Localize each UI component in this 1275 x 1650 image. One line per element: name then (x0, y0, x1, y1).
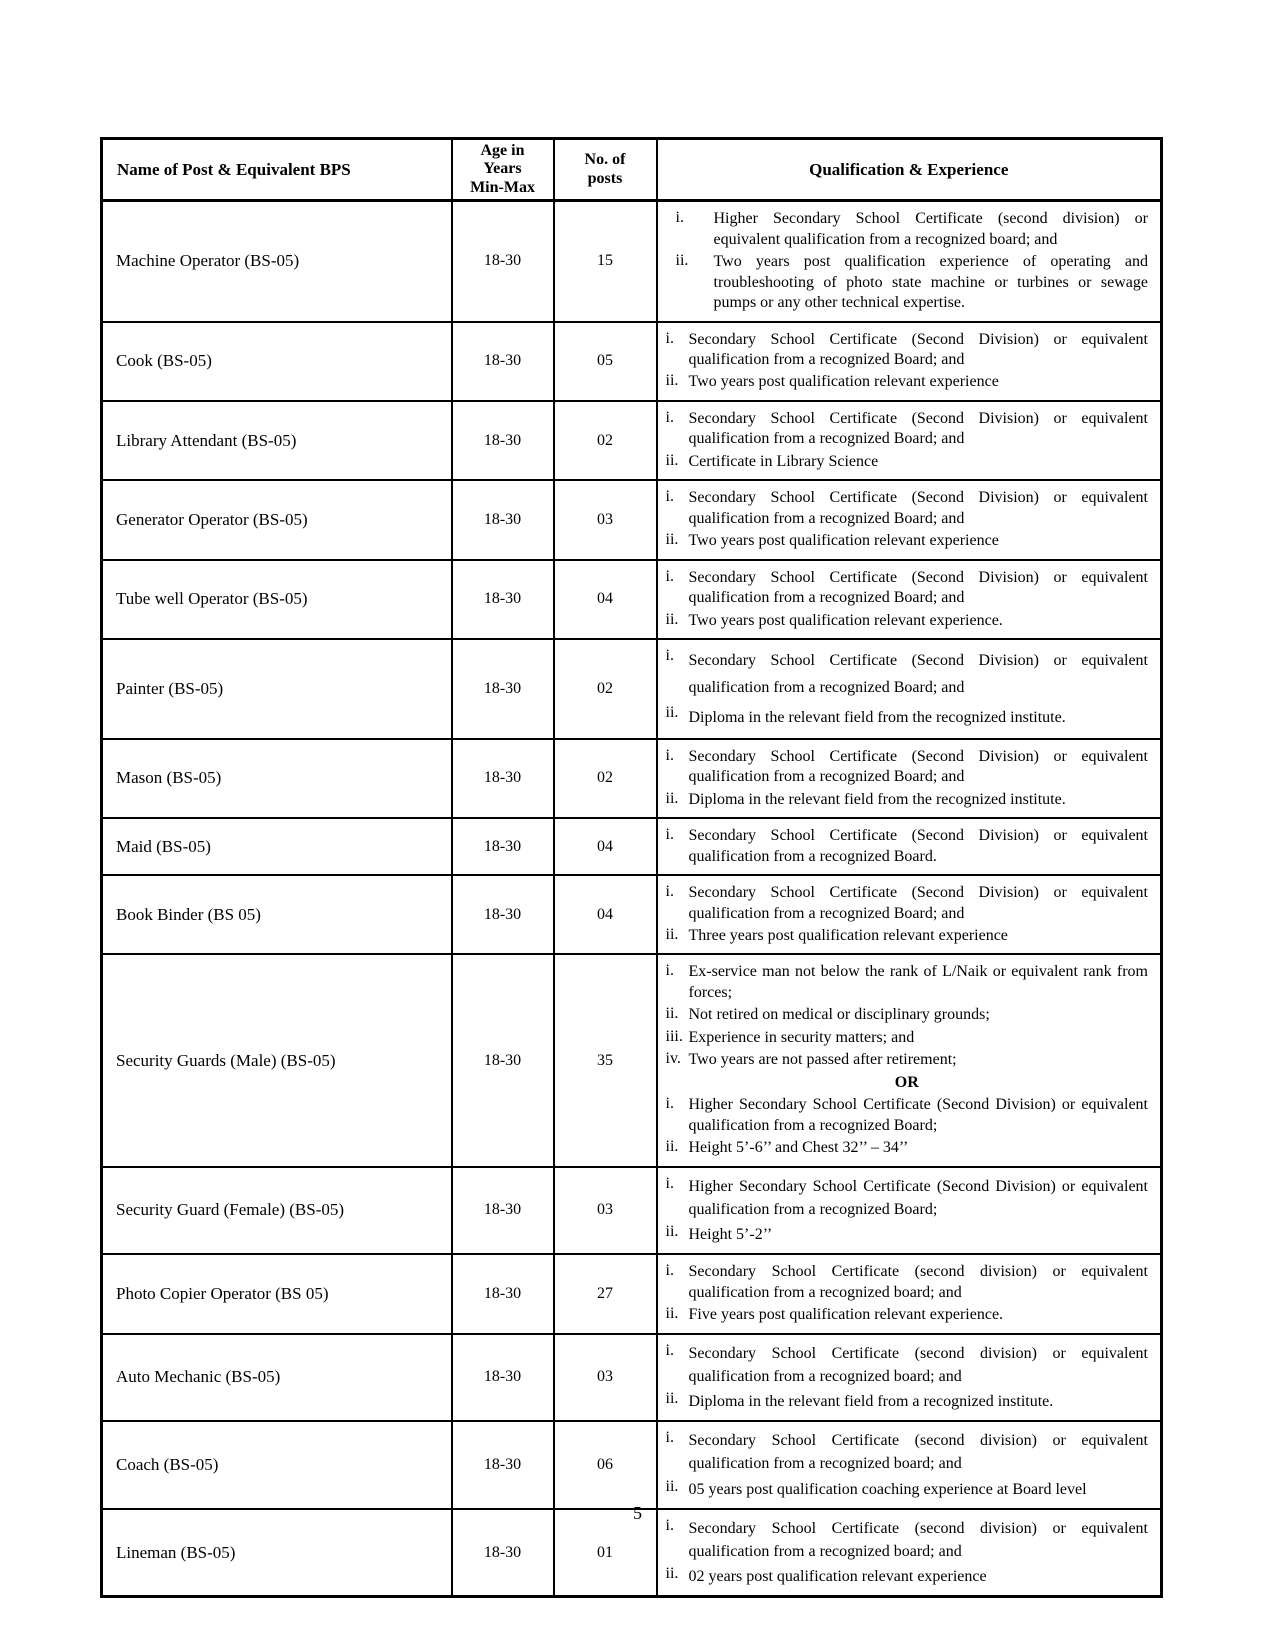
table-row (102, 639, 1162, 739)
qualification-cell (657, 480, 1162, 559)
qualification-item (666, 1342, 1149, 1388)
num-posts: 02 (554, 401, 657, 480)
qualification-item (666, 883, 1149, 924)
qualification-text: Two years are not passed after retirement; (688, 1051, 957, 1069)
qualification-text: Secondary School Certificate (Second Division) or equivalent qualification from a recognized Board; and (688, 652, 1148, 697)
qualification-cell (657, 739, 1162, 818)
qualification-cell (657, 201, 1162, 322)
qualification-cell (657, 1334, 1162, 1422)
qualification-text: Height 5’-2’’ (688, 1226, 773, 1244)
jobs-table (100, 137, 1163, 1598)
table-row (102, 954, 1162, 1166)
post-name: Coach (BS-05) (102, 1421, 452, 1509)
list-marker: i. (665, 408, 674, 426)
post-name: Lineman (BS-05) (102, 1509, 452, 1597)
post-name: Painter (BS-05) (102, 639, 452, 739)
qualification-text: Five years post qualification relevant experience. (688, 1306, 1004, 1324)
list-marker: ii. (665, 703, 679, 721)
list-marker: i. (665, 1341, 674, 1359)
num-posts: 05 (554, 322, 657, 401)
age-header-line: Age in (480, 142, 525, 159)
qualification-text: Secondary School Certificate (second division) or equivalent qualification from a recognized board; and (688, 1344, 1148, 1385)
qualification-item (666, 1305, 1149, 1325)
num-posts: 02 (554, 739, 657, 818)
qualification-text: Secondary School Certificate (Second Division) or equivalent qualification from a recognized Board; and (688, 568, 1148, 607)
qualification-item (666, 704, 1149, 731)
age-range: 18-30 (452, 1167, 554, 1255)
col-header-qualification: Qualification & Experience (657, 139, 1162, 201)
qualification-text: Certificate in Library Science (688, 452, 879, 470)
list-marker: i. (665, 962, 674, 980)
qualification-text: Not retired on medical or disciplinary grounds; (688, 1006, 990, 1024)
qualification-item (666, 568, 1149, 609)
list-marker: ii. (665, 925, 679, 943)
table-row (102, 1254, 1162, 1333)
qualification-text: 05 years post qualification coaching experience at Board level (688, 1480, 1087, 1498)
qualification-text: Two years post qualification relevant experience. (688, 611, 1003, 629)
list-marker: ii. (665, 1477, 679, 1495)
qualification-text: 02 years post qualification relevant experience (688, 1568, 987, 1586)
post-name: Security Guards (Male) (BS-05) (102, 954, 452, 1166)
qualification-item (666, 1028, 1149, 1048)
qualification-item (666, 1073, 1149, 1093)
age-range: 18-30 (452, 875, 554, 954)
qualification-text: Three years post qualification relevant experience (688, 926, 1008, 944)
table-row (102, 560, 1162, 639)
qualification-text: Secondary School Certificate (Second Division) or equivalent qualification from a recognized Board; and (688, 747, 1148, 786)
list-marker: ii. (675, 252, 689, 270)
list-marker: ii. (665, 789, 679, 807)
num-posts: 06 (554, 1421, 657, 1509)
list-marker: ii. (665, 1005, 679, 1023)
qualification-item (666, 531, 1149, 551)
qualification-text: Diploma in the relevant field from the recognized institute. (688, 708, 1066, 726)
list-marker: i. (665, 1174, 674, 1192)
qualification-item (666, 1262, 1149, 1303)
qualification-item (666, 1095, 1149, 1136)
qualification-item (666, 372, 1149, 392)
qualification-item (666, 1050, 1149, 1070)
age-header-lines (457, 142, 549, 197)
post-name: Security Guard (Female) (BS-05) (102, 1167, 452, 1255)
age-range: 18-30 (452, 1509, 554, 1597)
table-row (102, 401, 1162, 480)
post-name: Library Attendant (BS-05) (102, 401, 452, 480)
num-posts: 02 (554, 639, 657, 739)
list-marker: ii. (665, 1390, 679, 1408)
qualification-item (666, 409, 1149, 450)
age-range: 18-30 (452, 322, 554, 401)
qualification-text: Higher Secondary School Certificate (Second Division) or equivalent qualification from a recognized Board; (688, 1177, 1148, 1218)
list-marker: ii. (665, 372, 679, 390)
list-marker: i. (665, 1429, 674, 1447)
col-header-post: Name of Post & Equivalent BPS (102, 139, 452, 201)
list-marker: i. (665, 746, 674, 764)
list-marker: i. (675, 209, 684, 227)
page-number: 5 (633, 1503, 642, 1523)
qualification-cell (657, 560, 1162, 639)
qualification-cell (657, 639, 1162, 739)
qualification-cell (657, 954, 1162, 1166)
num-posts: 03 (554, 1334, 657, 1422)
qualification-item (666, 1138, 1149, 1158)
qualification-text: Secondary School Certificate (second division) or equivalent qualification from a recognized board; and (688, 1432, 1148, 1473)
qualification-text: Height 5’-6’’ and Chest 32’’ – 34’’ (688, 1139, 909, 1157)
list-marker: i. (665, 1262, 674, 1280)
qualification-text: Ex-service man not below the rank of L/Naik or equivalent rank from forces; (688, 963, 1148, 1001)
qualification-text: Two years post qualification relevant experience (688, 373, 999, 391)
age-range: 18-30 (452, 401, 554, 480)
qualification-item (666, 1005, 1149, 1025)
table-header-row (102, 139, 1162, 201)
table-row (102, 1334, 1162, 1422)
qualification-text: Diploma in the relevant field from the recognized institute. (688, 790, 1066, 808)
qualification-item (666, 1175, 1149, 1221)
num-posts: 04 (554, 875, 657, 954)
posts-header-lines (559, 151, 652, 188)
list-marker: ii. (665, 1138, 679, 1156)
qualification-item (666, 488, 1149, 529)
qualification-item (666, 330, 1149, 371)
list-marker: i. (665, 488, 674, 506)
age-range: 18-30 (452, 739, 554, 818)
table-row (102, 1421, 1162, 1509)
list-marker: i. (665, 1095, 674, 1113)
num-posts: 04 (554, 560, 657, 639)
post-name: Maid (BS-05) (102, 818, 452, 875)
qualification-cell (657, 1167, 1162, 1255)
table-row (102, 201, 1162, 322)
qualification-item (666, 647, 1149, 701)
age-range: 18-30 (452, 818, 554, 875)
table-row (102, 875, 1162, 954)
qualification-item (666, 209, 1149, 250)
qualification-text: Higher Secondary School Certificate (Second Division) or equivalent qualification from a recognized Board; (688, 1096, 1148, 1134)
num-posts: 01 (554, 1509, 657, 1597)
list-marker: iii. (665, 1027, 683, 1045)
col-header-posts (554, 139, 657, 201)
qualification-text: Secondary School Certificate (second division) or equivalent qualification from a recognized board; and (688, 1519, 1148, 1560)
post-name: Book Binder (BS 05) (102, 875, 452, 954)
list-marker: ii. (665, 531, 679, 549)
post-name: Tube well Operator (BS-05) (102, 560, 452, 639)
age-range: 18-30 (452, 1254, 554, 1333)
table-row (102, 739, 1162, 818)
qualification-item (666, 1390, 1149, 1413)
age-range: 18-30 (452, 639, 554, 739)
list-marker: iv. (665, 1050, 681, 1068)
list-marker: ii. (665, 1565, 679, 1583)
qualification-text: Two years post qualification experience of operating and troubleshooting of photo state machine or turbines or sewage pumps or any other technical expertise. (713, 253, 1148, 312)
post-name: Auto Mechanic (BS-05) (102, 1334, 452, 1422)
num-posts: 04 (554, 818, 657, 875)
list-marker: i. (665, 567, 674, 585)
qualification-cell (657, 322, 1162, 401)
qualification-cell (657, 1254, 1162, 1333)
list-marker: i. (665, 826, 674, 844)
qualification-item (666, 1429, 1149, 1475)
qualification-item (666, 1223, 1149, 1246)
table-row (102, 1167, 1162, 1255)
qualification-text: Secondary School Certificate (Second Division) or equivalent qualification from a recognized Board; and (688, 330, 1148, 368)
post-name: Mason (BS-05) (102, 739, 452, 818)
posts-header-line: posts (587, 169, 623, 187)
qualification-item (666, 1565, 1149, 1588)
qualification-cell (657, 875, 1162, 954)
qualification-text: Two years post qualification relevant experience (688, 532, 999, 550)
age-range: 18-30 (452, 480, 554, 559)
num-posts: 03 (554, 480, 657, 559)
qualification-item (666, 747, 1149, 788)
age-range: 18-30 (452, 560, 554, 639)
num-posts: 03 (554, 1167, 657, 1255)
post-name: Photo Copier Operator (BS 05) (102, 1254, 452, 1333)
num-posts: 15 (554, 201, 657, 322)
list-marker: i. (665, 647, 674, 665)
list-marker: i. (665, 1516, 674, 1534)
qualification-item (666, 1478, 1149, 1501)
num-posts: 35 (554, 954, 657, 1166)
col-header-age (452, 139, 554, 201)
qualification-text: Experience in security matters; and (688, 1028, 915, 1046)
qualification-item (666, 962, 1149, 1003)
qualification-cell (657, 1421, 1162, 1509)
list-marker: ii. (665, 1305, 679, 1323)
qualification-item (666, 252, 1149, 313)
age-header-line: Min-Max (470, 178, 535, 196)
qualification-text: Higher Secondary School Certificate (second division) or equivalent qualification from a recognized board; and (713, 210, 1148, 248)
post-name: Machine Operator (BS-05) (102, 201, 452, 322)
list-marker: ii. (665, 451, 679, 469)
age-range: 18-30 (452, 1334, 554, 1422)
posts-header-line: No. of (584, 151, 626, 169)
qualification-item (666, 611, 1149, 631)
qualification-text: Secondary School Certificate (Second Division) or equivalent qualification from a recognized Board. (688, 827, 1148, 865)
qualification-item (666, 452, 1149, 472)
post-name: Generator Operator (BS-05) (102, 480, 452, 559)
age-header-line: Years (483, 160, 522, 178)
list-marker: i. (665, 329, 674, 347)
age-range: 18-30 (452, 1421, 554, 1509)
qualification-text: OR (894, 1073, 919, 1091)
qualification-text: Secondary School Certificate (Second Division) or equivalent qualification from a recognized Board; and (688, 489, 1148, 527)
num-posts: 27 (554, 1254, 657, 1333)
qualification-cell (657, 818, 1162, 875)
qualification-text: Secondary School Certificate (Second Division) or equivalent qualification from a recognized Board; and (688, 409, 1148, 448)
table-row (102, 818, 1162, 875)
table-row (102, 480, 1162, 559)
qualification-item (666, 826, 1149, 867)
qualification-item (666, 790, 1149, 810)
age-range: 18-30 (452, 954, 554, 1166)
list-marker: ii. (665, 1223, 679, 1241)
table-row (102, 322, 1162, 401)
qualification-item (666, 926, 1149, 946)
qualification-cell (657, 401, 1162, 480)
qualification-text: Secondary School Certificate (second division) or equivalent qualification from a recognized board; and (688, 1263, 1148, 1301)
post-name: Cook (BS-05) (102, 322, 452, 401)
qualification-text: Secondary School Certificate (Second Division) or equivalent qualification from a recognized Board; and (688, 884, 1148, 922)
list-marker: i. (665, 883, 674, 901)
qualification-text: Diploma in the relevant field from a recognized institute. (688, 1393, 1054, 1411)
age-range: 18-30 (452, 201, 554, 322)
list-marker: ii. (665, 610, 679, 628)
